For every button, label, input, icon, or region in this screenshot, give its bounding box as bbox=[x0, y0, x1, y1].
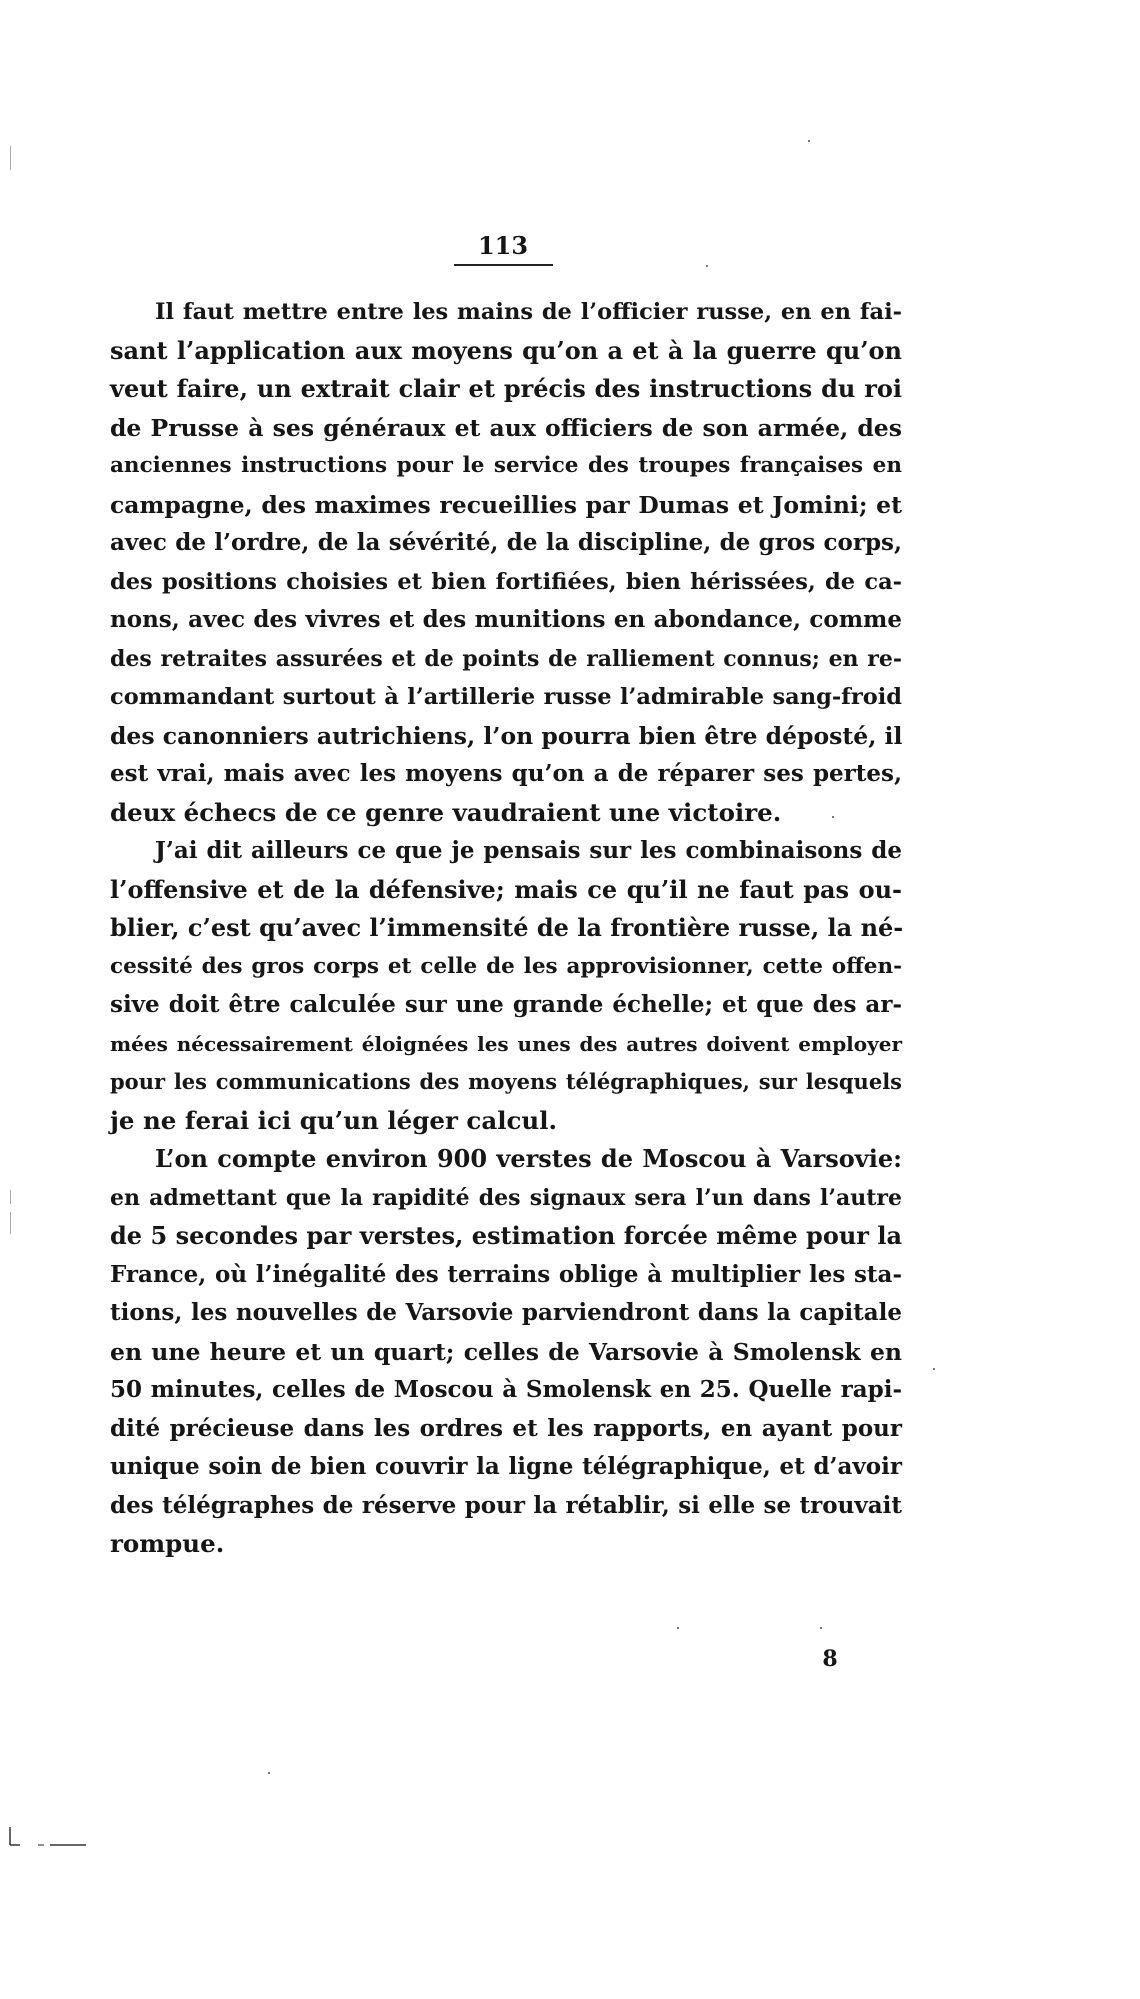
scan-speck bbox=[933, 1368, 935, 1370]
margin-tick bbox=[10, 1190, 11, 1204]
text-line: Il faut mettre entre les mains de l’officier russe, en en fai- bbox=[155, 299, 902, 325]
text-line: campagne, des maximes recueillies par Dumas et Jomini; et bbox=[110, 490, 902, 519]
paragraph bbox=[110, 293, 902, 832]
text-line: l’offensive et de la défensive; mais ce qu’il ne faut pas ou- bbox=[110, 874, 902, 904]
text-line: des retraites assurées et de points de ralliement connus; en re- bbox=[110, 645, 902, 672]
scan-speck bbox=[820, 1627, 822, 1629]
margin-tick bbox=[10, 1212, 11, 1234]
text-line: dité précieuse dans les ordres et les rapports, en ayant pour bbox=[110, 1414, 902, 1442]
text-line: France, où l’inégalité des terrains oblige à multiplier les sta- bbox=[110, 1260, 902, 1288]
text-line: 50 minutes, celles de Moscou à Smolensk en 25. Quelle rapi- bbox=[110, 1376, 902, 1403]
scan-speck bbox=[268, 1772, 270, 1774]
text-line: blier, c’est qu’avec l’immensité de la frontière russe, la né- bbox=[110, 913, 904, 942]
text-line: de 5 secondes par verstes, estimation forcée même pour la bbox=[110, 1221, 902, 1250]
text-line: unique soin de bien couvrir la ligne télégraphique, et d’avoir bbox=[110, 1453, 902, 1480]
margin-tick bbox=[10, 146, 11, 170]
scan-speck bbox=[832, 816, 834, 818]
corner-scan-mark bbox=[8, 1825, 88, 1849]
paragraph bbox=[110, 1140, 902, 1564]
text-line: J’ai dit ailleurs ce que je pensais sur les combinaisons de bbox=[155, 837, 902, 864]
text-line: de Prusse à ses généraux et aux officiers de son armée, des bbox=[110, 413, 902, 442]
text-line: L’on compte environ 900 verstes de Moscou à Varsovie: bbox=[155, 1144, 902, 1173]
text-line: commandant surtout à l’artillerie russe l’admirable sang-froid bbox=[110, 684, 902, 710]
scan-speck bbox=[677, 1627, 679, 1629]
text-line: des canonniers autrichiens, l’on pourra bien être déposté, il bbox=[110, 721, 903, 750]
scan-speck bbox=[706, 265, 708, 267]
page-number-rule bbox=[454, 264, 553, 266]
scan-speck bbox=[808, 140, 810, 142]
text-line: est vrai, mais avec les moyens qu’on a de réparer ses pertes, bbox=[110, 760, 902, 787]
text-line: deux échecs de ce genre vaudraient une victoire. bbox=[110, 797, 782, 827]
text-line: en une heure et un quart; celles de Varsovie à Smolensk en bbox=[110, 1337, 902, 1366]
text-line: rompue. bbox=[110, 1529, 225, 1558]
text-line: tions, les nouvelles de Varsovie parviendront dans la capitale bbox=[110, 1299, 902, 1326]
body-text bbox=[110, 293, 902, 1564]
text-line: cessité des gros corps et celle de les approvisionner, cette offen- bbox=[110, 953, 902, 979]
signature-mark: 8 bbox=[822, 1646, 838, 1672]
text-line: anciennes instructions pour le service des troupes françaises en bbox=[110, 453, 902, 478]
text-line: pour les communications des moyens télégraphiques, sur lesquels bbox=[110, 1069, 902, 1094]
text-line: veut faire, un extrait clair et précis des instructions du roi bbox=[110, 374, 902, 403]
text-line: en admettant que la rapidité des signaux sera l’un dans l’autre bbox=[110, 1184, 902, 1211]
page-number: 113 bbox=[477, 231, 529, 260]
text-line: nons, avec des vivres et des munitions en abondance, comme bbox=[110, 606, 902, 633]
text-line: je ne ferai ici qu’un léger calcul. bbox=[110, 1105, 558, 1135]
text-line: sive doit être calculée sur une grande échelle; et que des ar- bbox=[110, 991, 902, 1018]
text-line: avec de l’ordre, de la sévérité, de la discipline, de gros corps, bbox=[110, 529, 902, 556]
paragraph bbox=[110, 832, 902, 1140]
text-line: des télégraphes de réserve pour la rétablir, si elle se trouvait bbox=[110, 1491, 902, 1519]
text-line: mées nécessairement éloignées les unes des autres doivent employer bbox=[110, 1031, 902, 1056]
text-line: des positions choisies et bien fortifiées, bien hérissées, de ca- bbox=[110, 568, 902, 595]
text-line: sant l’application aux moyens qu’on a et à la guerre qu’on bbox=[110, 335, 902, 365]
